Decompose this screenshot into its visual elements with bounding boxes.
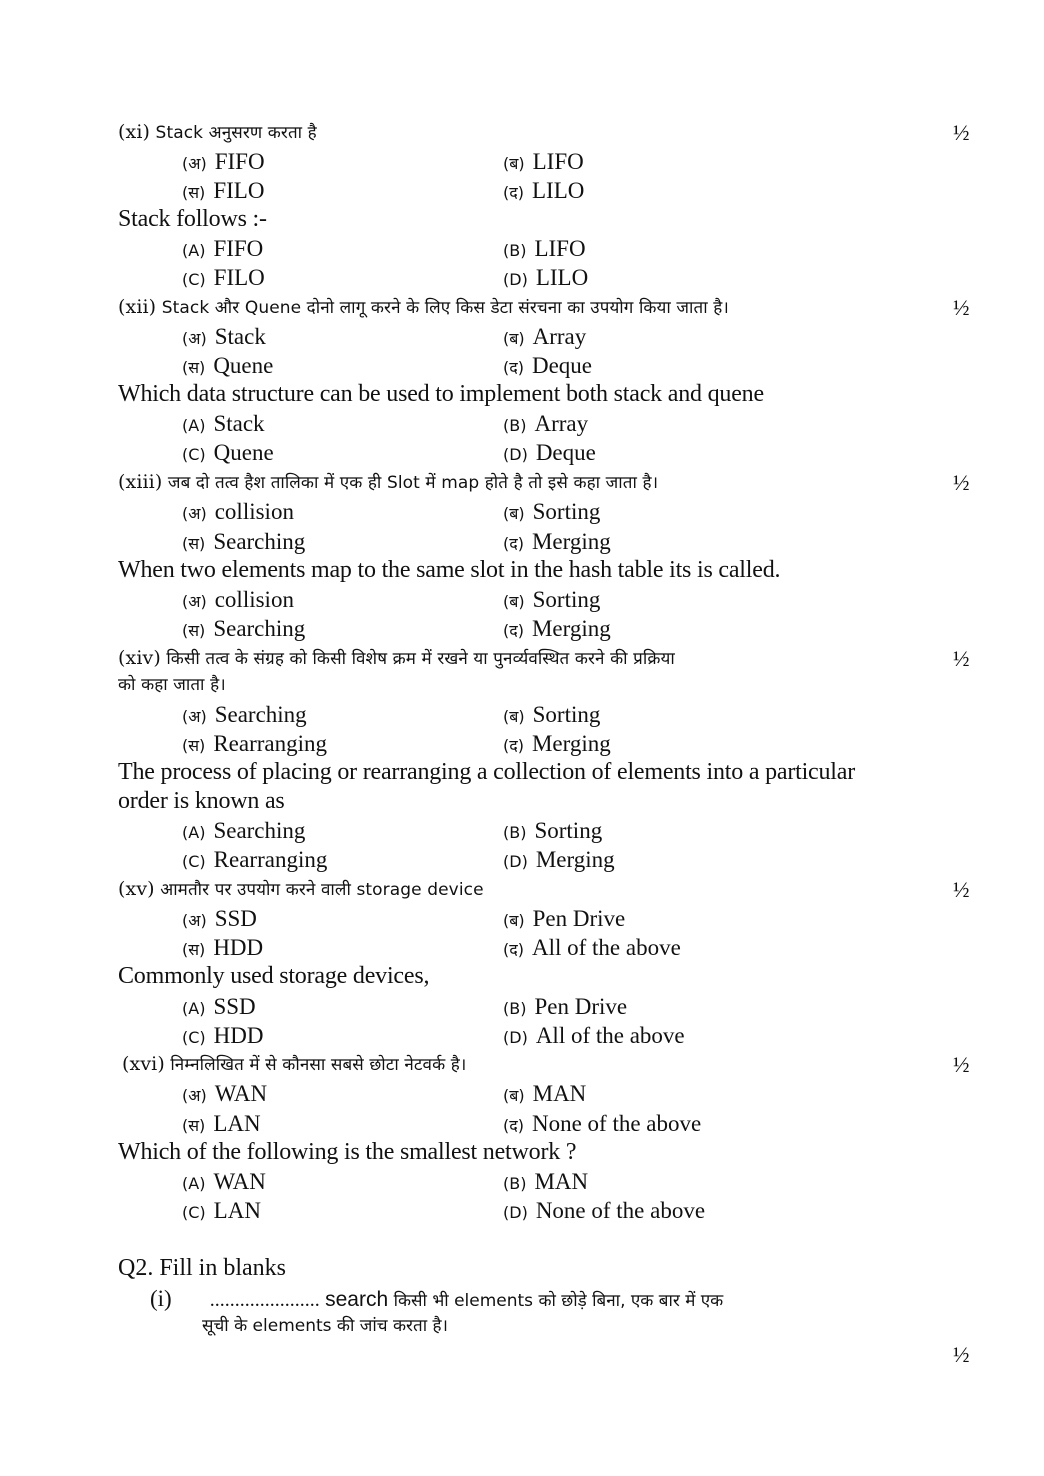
option: (अ) collision: [182, 499, 294, 524]
fill-blank-item-cont: सूची के elements की जांच करता है।: [202, 1316, 448, 1336]
question-xvi-english: Which of the following is the smallest network ?: [118, 1139, 577, 1165]
option: (D) Deque: [503, 440, 596, 465]
question-xiii-english: When two elements map to the same slot in the hash table its is called.: [118, 557, 781, 583]
option: (अ) SSD: [182, 906, 257, 931]
option: (D) LILO: [503, 265, 589, 290]
option: (C) HDD: [182, 1023, 264, 1048]
question-xiv-hindi: (xiv) किसी तत्व के संग्रह को किसी विशेष क्रम में रखने या पुनर्व्यवस्थित करने की प्रक्रिया: [118, 647, 675, 669]
option: (ब) MAN: [503, 1081, 587, 1106]
option: (अ) Stack: [182, 324, 266, 349]
question-xv-english: Commonly used storage devices,: [118, 963, 430, 989]
item-number: (i): [150, 1286, 172, 1311]
question-xiv-english-cont: order is known as: [118, 788, 285, 814]
question-xiii-mark: ½: [953, 470, 970, 495]
option: (स) LAN: [182, 1111, 261, 1136]
option: (ब) Sorting: [503, 587, 601, 612]
option: (B) Pen Drive: [503, 994, 628, 1019]
question-xii-hindi: (xii) Stack और Quene दोनो लागू करने के लिए किस डेटा संरचना का उपयोग किया जाता है।: [118, 296, 729, 318]
option: (B) Array: [503, 411, 589, 436]
option: (A) Searching: [182, 818, 306, 843]
option: (ब) Array: [503, 324, 587, 349]
option: (स) FILO: [182, 178, 265, 203]
blank: ......................: [209, 1289, 320, 1311]
option: (D) Merging: [503, 847, 615, 872]
question-xi-english: Stack follows :-: [118, 206, 267, 232]
option: (ब) Pen Drive: [503, 906, 626, 931]
section-title: Q2. Fill in blanks: [118, 1255, 287, 1281]
option: (द) Merging: [503, 616, 611, 641]
option: (ब) LIFO: [503, 149, 584, 174]
option: (D) All of the above: [503, 1023, 685, 1048]
question-xv-hindi: (xv) आमतौर पर उपयोग करने वाली storage device: [118, 878, 484, 900]
option: (स) Rearranging: [182, 731, 327, 756]
option: (D) None of the above: [503, 1198, 706, 1223]
option: (ब) Sorting: [503, 702, 601, 727]
option: (C) LAN: [182, 1198, 261, 1223]
option: (ब) Sorting: [503, 499, 601, 524]
option: (B) MAN: [503, 1169, 589, 1194]
option: (द) Deque: [503, 353, 593, 378]
question-xvi-mark: ½: [953, 1052, 970, 1077]
option: (B) LIFO: [503, 236, 586, 261]
option: (अ) collision: [182, 587, 294, 612]
option: (A) WAN: [182, 1169, 266, 1194]
option: (B) Sorting: [503, 818, 603, 843]
question-xiv-mark: ½: [953, 646, 970, 671]
question-xi-mark: ½: [953, 120, 970, 145]
option: (C) Rearranging: [182, 847, 328, 872]
q2-mark: ½: [953, 1342, 970, 1367]
question-xii-english: Which data structure can be used to implement both stack and quene: [118, 381, 764, 407]
option: (A) Stack: [182, 411, 265, 436]
option: (स) Quene: [182, 353, 274, 378]
option: (स) HDD: [182, 935, 264, 960]
option: (द) LILO: [503, 178, 585, 203]
question-xiv-english: The process of placing or rearranging a collection of elements into a particular: [118, 759, 856, 785]
question-xv-mark: ½: [953, 877, 970, 902]
option: (द) None of the above: [503, 1111, 702, 1136]
option: (अ) FIFO: [182, 149, 265, 174]
option: (स) Searching: [182, 529, 306, 554]
option: (A) SSD: [182, 994, 256, 1019]
question-xiv-hindi-cont: को कहा जाता है।: [118, 675, 226, 695]
option: (अ) WAN: [182, 1081, 268, 1106]
option: (द) Merging: [503, 529, 611, 554]
question-xi-hindi: (xi) Stack अनुसरण करता है: [118, 121, 317, 143]
option: (C) Quene: [182, 440, 274, 465]
option: (द) Merging: [503, 731, 611, 756]
question-xvi-hindi: (xvi) निम्नलिखित में से कौनसा सबसे छोटा नेटवर्क है।: [122, 1053, 467, 1075]
option: (अ) Searching: [182, 702, 307, 727]
question-xiii-hindi: (xiii) जब दो तत्व हैश तालिका में एक ही Slot में map होते है तो इसे कहा जाता है।: [118, 471, 659, 493]
question-xii-mark: ½: [953, 295, 970, 320]
option: (द) All of the above: [503, 935, 681, 960]
fill-blank-item: (i) ...................... search किसी भी elements को छोड़े बिना, एक बार में एक: [150, 1286, 724, 1311]
option: (A) FIFO: [182, 236, 264, 261]
option: (C) FILO: [182, 265, 265, 290]
option: (स) Searching: [182, 616, 306, 641]
